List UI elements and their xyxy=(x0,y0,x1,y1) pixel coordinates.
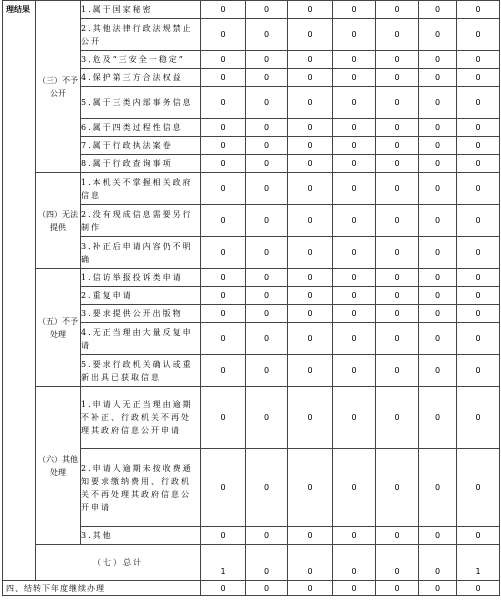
value-cell: 0 xyxy=(376,19,419,51)
value-cell: 0 xyxy=(457,137,500,155)
value-cell: 0 xyxy=(201,87,246,119)
value-cell: 0 xyxy=(457,173,500,205)
value-cell: 0 xyxy=(246,205,288,237)
value-cell: 0 xyxy=(376,287,419,305)
value-cell: 0 xyxy=(419,173,457,205)
row-label: 5.要求行政机关确认或重新出具已获取信息 xyxy=(81,355,201,387)
value-cell: 0 xyxy=(246,449,288,527)
value-cell: 0 xyxy=(376,449,419,527)
value-cell: 0 xyxy=(333,449,376,527)
value-cell: 0 xyxy=(333,51,376,69)
value-cell: 0 xyxy=(419,387,457,449)
value-cell: 0 xyxy=(333,237,376,269)
value-cell: 0 xyxy=(288,387,333,449)
value-cell: 0 xyxy=(376,323,419,355)
value-cell: 0 xyxy=(457,387,500,449)
value-cell: 0 xyxy=(288,237,333,269)
value-cell: 0 xyxy=(201,205,246,237)
row-label: 3.要求提供公开出版物 xyxy=(81,305,201,323)
value-cell: 0 xyxy=(246,69,288,87)
value-cell: 0 xyxy=(201,305,246,323)
value-cell: 0 xyxy=(457,449,500,527)
value-cell: 0 xyxy=(288,205,333,237)
value-cell: 0 xyxy=(376,137,419,155)
value-cell: 0 xyxy=(457,19,500,51)
carryover-value: 0 xyxy=(246,581,288,596)
total-label: （七）总计 xyxy=(36,545,201,581)
value-cell: 0 xyxy=(201,355,246,387)
value-cell: 0 xyxy=(288,19,333,51)
total-value: 1 xyxy=(457,545,500,581)
value-cell: 0 xyxy=(333,387,376,449)
value-cell: 0 xyxy=(376,269,419,287)
value-cell: 0 xyxy=(419,137,457,155)
value-cell: 0 xyxy=(457,323,500,355)
value-cell: 0 xyxy=(333,305,376,323)
value-cell: 0 xyxy=(201,119,246,137)
value-cell: 0 xyxy=(246,269,288,287)
total-value: 0 xyxy=(333,545,376,581)
value-cell: 0 xyxy=(246,305,288,323)
value-cell: 0 xyxy=(376,305,419,323)
value-cell: 0 xyxy=(288,51,333,69)
value-cell: 0 xyxy=(376,527,419,545)
value-cell: 0 xyxy=(333,323,376,355)
row-label: 2.申请人逾期未按收费通知要求缴纳费用、行政机关不再处理其政府信息公开申请 xyxy=(81,449,201,527)
value-cell: 0 xyxy=(288,87,333,119)
value-cell: 0 xyxy=(201,1,246,19)
statistics-table xyxy=(2,0,500,596)
value-cell: 0 xyxy=(201,173,246,205)
value-cell: 0 xyxy=(457,205,500,237)
value-cell: 0 xyxy=(288,305,333,323)
value-cell: 0 xyxy=(288,323,333,355)
value-cell: 0 xyxy=(333,269,376,287)
value-cell: 0 xyxy=(201,155,246,173)
value-cell: 0 xyxy=(419,287,457,305)
row-label: 7.属于行政执法案卷 xyxy=(81,137,201,155)
value-cell: 0 xyxy=(419,449,457,527)
carryover-value: 0 xyxy=(419,581,457,596)
value-cell: 0 xyxy=(419,527,457,545)
value-cell: 0 xyxy=(376,69,419,87)
group-not-disclosed-label: （三）不予公开 xyxy=(36,1,81,173)
value-cell: 0 xyxy=(246,19,288,51)
value-cell: 0 xyxy=(288,137,333,155)
value-cell: 0 xyxy=(333,119,376,137)
value-cell: 0 xyxy=(376,173,419,205)
total-row xyxy=(3,545,500,581)
value-cell: 0 xyxy=(419,237,457,269)
value-cell: 0 xyxy=(333,287,376,305)
value-cell: 0 xyxy=(246,355,288,387)
value-cell: 0 xyxy=(419,155,457,173)
row-label: 4.保护第三方合法权益 xyxy=(81,69,201,87)
row-label: 2.没有现成信息需要另行制作 xyxy=(81,205,201,237)
value-cell: 0 xyxy=(246,173,288,205)
value-cell: 0 xyxy=(246,137,288,155)
carryover-row xyxy=(3,581,500,596)
value-cell: 0 xyxy=(376,387,419,449)
value-cell: 0 xyxy=(419,19,457,51)
group-cannot-provide-label: （四）无法提供 xyxy=(36,173,81,269)
value-cell: 0 xyxy=(288,527,333,545)
value-cell: 0 xyxy=(288,155,333,173)
carryover-value: 0 xyxy=(333,581,376,596)
value-cell: 0 xyxy=(419,119,457,137)
value-cell: 0 xyxy=(201,269,246,287)
value-cell: 0 xyxy=(376,119,419,137)
row-label: 2.其他法律行政法规禁止公开 xyxy=(81,19,201,51)
value-cell: 0 xyxy=(457,119,500,137)
value-cell: 0 xyxy=(246,87,288,119)
value-cell: 0 xyxy=(333,1,376,19)
value-cell: 0 xyxy=(201,137,246,155)
value-cell: 0 xyxy=(201,387,246,449)
row-label: 2.重复申请 xyxy=(81,287,201,305)
value-cell: 0 xyxy=(333,69,376,87)
carryover-value: 0 xyxy=(201,581,246,596)
value-cell: 0 xyxy=(376,1,419,19)
value-cell: 0 xyxy=(246,1,288,19)
total-value: 0 xyxy=(246,545,288,581)
value-cell: 0 xyxy=(201,527,246,545)
value-cell: 0 xyxy=(201,287,246,305)
value-cell: 0 xyxy=(376,205,419,237)
value-cell: 0 xyxy=(457,1,500,19)
value-cell: 0 xyxy=(419,1,457,19)
value-cell: 0 xyxy=(201,323,246,355)
value-cell: 0 xyxy=(288,1,333,19)
value-cell: 0 xyxy=(246,323,288,355)
value-cell: 0 xyxy=(419,323,457,355)
value-cell: 0 xyxy=(288,173,333,205)
table-body xyxy=(3,1,500,596)
value-cell: 0 xyxy=(419,269,457,287)
total-value: 0 xyxy=(376,545,419,581)
value-cell: 0 xyxy=(457,305,500,323)
value-cell: 0 xyxy=(376,87,419,119)
table-row xyxy=(3,387,500,449)
value-cell: 0 xyxy=(376,155,419,173)
row-label: 4.无正当理由大量反复申请 xyxy=(81,323,201,355)
value-cell: 0 xyxy=(333,19,376,51)
value-cell: 0 xyxy=(419,69,457,87)
value-cell: 0 xyxy=(457,87,500,119)
carryover-label: 四、结转下年度继续办理 xyxy=(3,581,201,596)
value-cell: 0 xyxy=(201,51,246,69)
value-cell: 0 xyxy=(333,355,376,387)
group-not-processed-label: （五）不予处理 xyxy=(36,269,81,387)
value-cell: 0 xyxy=(333,155,376,173)
value-cell: 0 xyxy=(246,51,288,69)
total-value: 0 xyxy=(288,545,333,581)
value-cell: 0 xyxy=(246,387,288,449)
row-label: 3.危及“三安全一稳定” xyxy=(81,51,201,69)
value-cell: 0 xyxy=(376,355,419,387)
value-cell: 0 xyxy=(419,205,457,237)
value-cell: 0 xyxy=(246,237,288,269)
value-cell: 0 xyxy=(419,355,457,387)
value-cell: 0 xyxy=(419,305,457,323)
row-label: 1.属于国家秘密 xyxy=(81,1,201,19)
row-label: 3.补正后申请内容仍不明确 xyxy=(81,237,201,269)
value-cell: 0 xyxy=(288,449,333,527)
value-cell: 0 xyxy=(333,137,376,155)
value-cell: 0 xyxy=(419,87,457,119)
carryover-value: 0 xyxy=(288,581,333,596)
value-cell: 0 xyxy=(246,527,288,545)
value-cell: 0 xyxy=(333,205,376,237)
value-cell: 0 xyxy=(288,69,333,87)
value-cell: 0 xyxy=(419,51,457,69)
row-label: 6.属于四类过程性信息 xyxy=(81,119,201,137)
section-header: 理结果 xyxy=(3,1,36,581)
value-cell: 0 xyxy=(246,287,288,305)
value-cell: 0 xyxy=(333,87,376,119)
value-cell: 0 xyxy=(246,155,288,173)
value-cell: 0 xyxy=(376,237,419,269)
table-row xyxy=(3,173,500,205)
table-row xyxy=(3,269,500,287)
value-cell: 0 xyxy=(201,69,246,87)
value-cell: 0 xyxy=(288,119,333,137)
value-cell: 0 xyxy=(201,237,246,269)
carryover-value: 0 xyxy=(376,581,419,596)
row-label: 8.属于行政查询事项 xyxy=(81,155,201,173)
value-cell: 0 xyxy=(457,527,500,545)
row-label: 5.属于三类内部事务信息 xyxy=(81,87,201,119)
value-cell: 0 xyxy=(457,69,500,87)
value-cell: 0 xyxy=(288,287,333,305)
total-value: 0 xyxy=(419,545,457,581)
table-row xyxy=(3,1,500,19)
value-cell: 0 xyxy=(376,51,419,69)
value-cell: 0 xyxy=(201,19,246,51)
value-cell: 0 xyxy=(201,449,246,527)
group-other-handling-label: （六）其他处理 xyxy=(36,387,81,545)
row-label: 1.信访举报投诉类申请 xyxy=(81,269,201,287)
value-cell: 0 xyxy=(333,173,376,205)
value-cell: 0 xyxy=(333,527,376,545)
value-cell: 0 xyxy=(457,355,500,387)
value-cell: 0 xyxy=(288,269,333,287)
value-cell: 0 xyxy=(457,269,500,287)
value-cell: 0 xyxy=(457,51,500,69)
value-cell: 0 xyxy=(288,355,333,387)
value-cell: 0 xyxy=(246,119,288,137)
carryover-value: 0 xyxy=(457,581,500,596)
row-label: 1.申请人无正当理由逾期不补正、行政机关不再处理其政府信息公开申请 xyxy=(81,387,201,449)
value-cell: 0 xyxy=(457,155,500,173)
row-label: 1.本机关不掌握相关政府信息 xyxy=(81,173,201,205)
value-cell: 0 xyxy=(457,287,500,305)
value-cell: 0 xyxy=(457,237,500,269)
row-label: 3.其他 xyxy=(81,527,201,545)
total-value: 1 xyxy=(201,545,246,581)
